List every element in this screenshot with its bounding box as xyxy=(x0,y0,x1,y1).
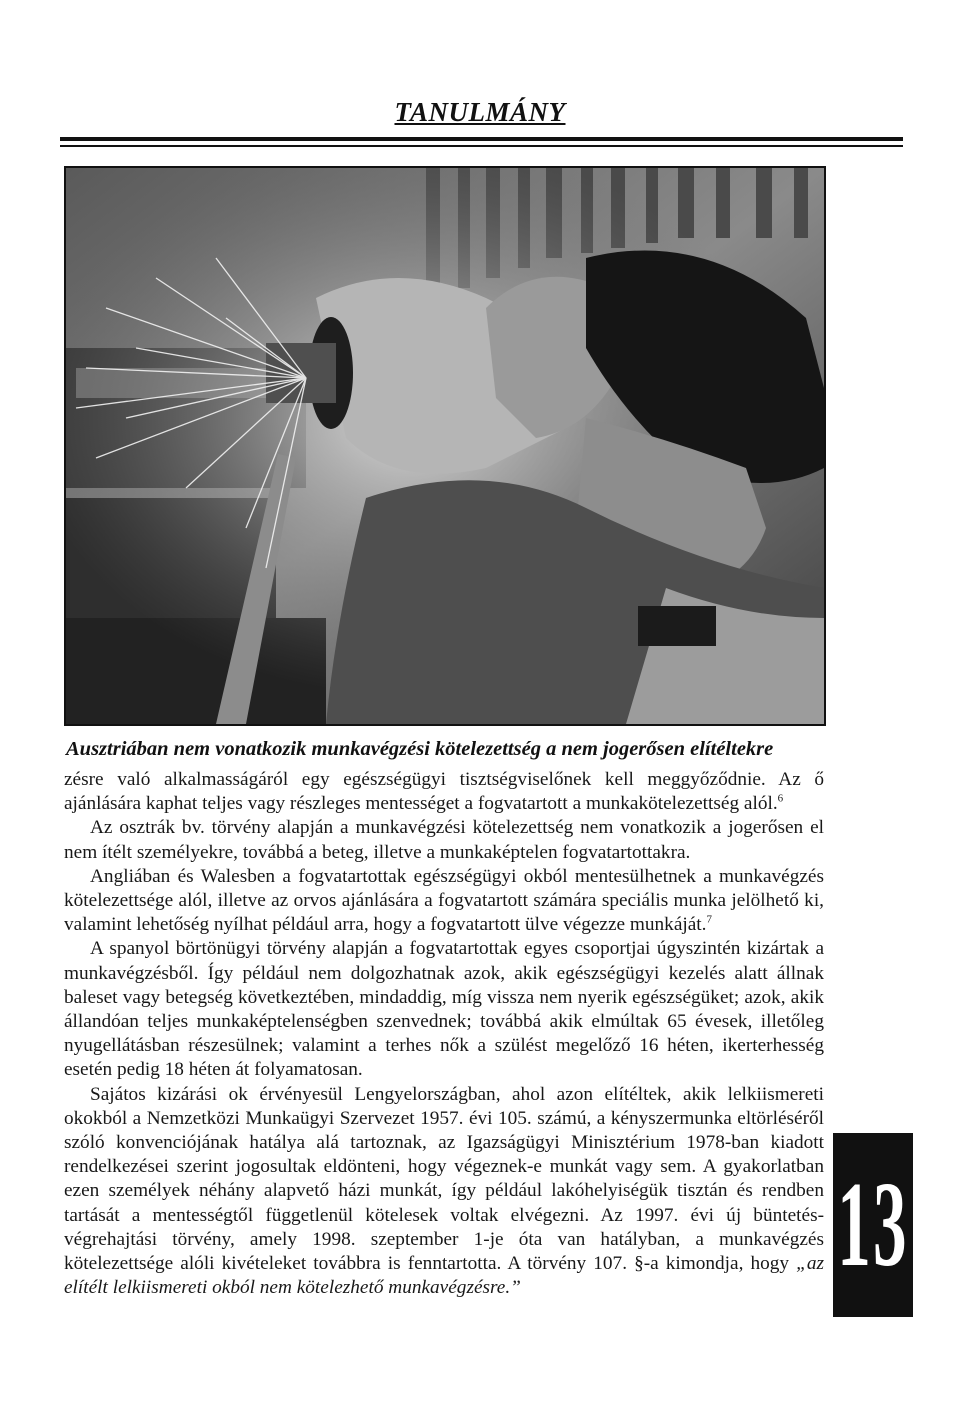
paragraph-1: zésre való alkalmasságáról egy egészségügyi tisztségviselőnek kell meggyőződnie. Az ő ajánlására kaphat teljes vagy részleges mentességet a fogvatartott a munkakötelezettség alól.$^6$ xyxy=(64,769,824,815)
header-rule-thick xyxy=(60,137,903,141)
page-number-box xyxy=(833,1133,913,1317)
footnote-ref-7: 7 xyxy=(706,913,712,926)
section-title: TANULMÁNY xyxy=(394,97,566,127)
paragraph-3: Angliában és Walesben a fogvatartottak egészségügyi okból mentesülhetnek a munkavégzés kötelezettsége alól, illetve az orvos ajánlására a fogvatartott számára speciális munka jelölhető ki, valamint lehetőség nyílhat például arra, hogy a fogvatartott ülve végezze munkáját.$^7$ xyxy=(64,865,824,936)
paragraph-5: Sajátos kizárási ok érvényesül Lengyelországban, ahol azon elítéltek, akik lelkiismereti okokból a Nemzetközi Munkaügyi Szervezet 1957. évi 105. számú, a kényszermunka eltörléséről szóló konvenciójának hatálya alá tartoznak, az Igazságügyi Minisztérium 1978-ban kiadott rendelkezései szerint jogosultak eldönteni, hogy végeznek-e munkát vagy sem. A gyakorlatban ezen személyek néhány alapvető házi munkát, így például lakóhelyiségük tisztán és rendben tartását a mentességtől függetlenül kötelesek voltak elvégezni. Az 1997. évi új büntetés-végrehajtási törvény, amely 1998. szeptember 1-je óta van hatályban, a munkavégzés kötelezettsége alóli kivételeket továbbra is fenntartotta. A törvény 107. §-a kimondja, hogy „az elítélt lelkiismereti okból nem kötelezhető munkavégzésre.” xyxy=(64,1083,824,1299)
article-photo xyxy=(64,166,826,726)
header-rule-thin xyxy=(60,145,903,147)
footnote-ref-6: 6 xyxy=(777,792,784,805)
article-body xyxy=(64,768,824,1300)
paragraph-2: Az osztrák bv. törvény alapján a munkavégzési kötelezettség nem vonatkozik a jogerősen el nem ítélt személyekre, továbbá a beteg, illetve a munkaképtelen fogvatartottakra. xyxy=(64,817,824,863)
redaction-box xyxy=(638,606,716,646)
photo-caption: Ausztriában nem vonatkozik munkavégzési kötelezettség a nem jogerősen elítéltekre xyxy=(66,738,774,760)
page-number: 13 xyxy=(837,1157,909,1292)
paragraph-4: A spanyol börtönügyi törvény alapján a fogvatartottak egyes csoportjai úgyszintén kizártak a munkavégzésből. Így például nem dolgozhatnak azok, akik egészségügyi kezelés alatt állnak baleset vagy betegség következtében, mindaddig, míg vissza nem nyerik egészségüket; azok, akik állandóan teljes munkaképtelenségben szenvednek; továbbá akik elmúltak 65 évesek, illetőleg nyugellátásban részesülnek; valamint a terhes nők a szülést megelőző 16 héten, ikerterhesség esetén pedig 18 héten át folyamatosan. xyxy=(64,938,824,1081)
law-quote: „az elítélt lelkiismereti okból nem kötelezhető munkavégzésre.” xyxy=(64,1253,824,1299)
